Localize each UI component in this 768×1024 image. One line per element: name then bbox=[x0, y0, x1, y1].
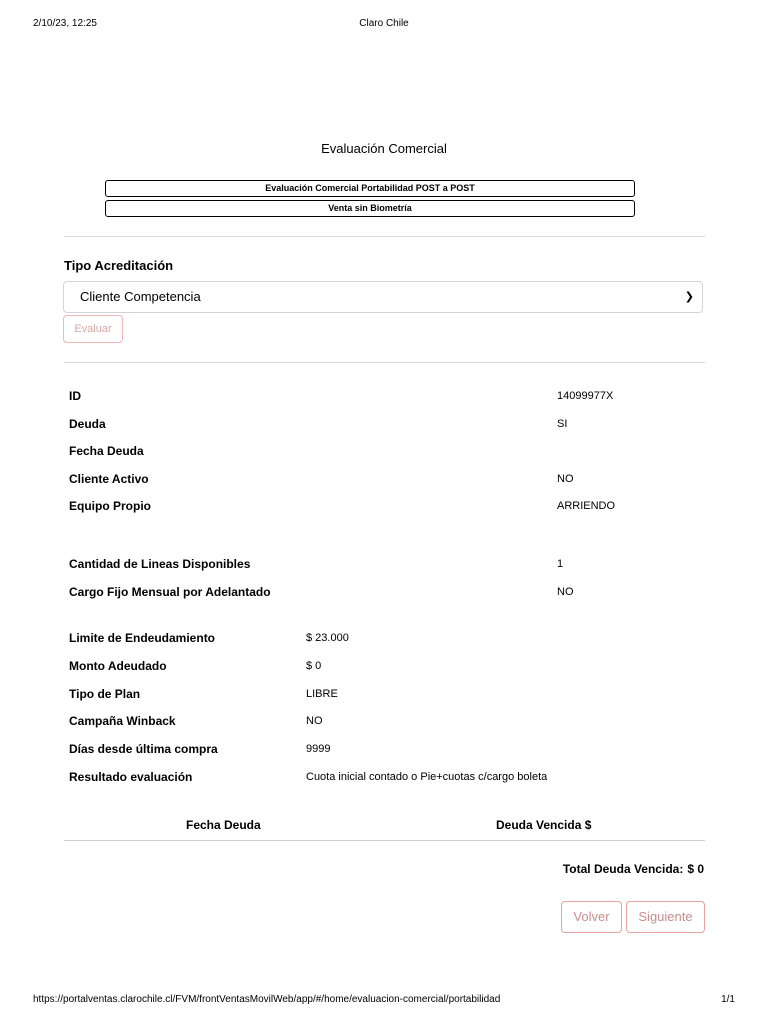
print-page-count: 1/1 bbox=[721, 994, 735, 1005]
detail-label-tipo-plan: Tipo de Plan bbox=[69, 687, 141, 701]
evaluar-button[interactable]: Evaluar bbox=[63, 315, 123, 343]
detail-label-cargo-fijo: Cargo Fijo Mensual por Adelantado bbox=[69, 585, 271, 599]
detail-label-resultado-evaluacion: Resultado evaluación bbox=[69, 770, 193, 784]
detail-value-lineas-disponibles: 1 bbox=[557, 558, 564, 570]
detail-label-equipo-propio: Equipo Propio bbox=[69, 499, 151, 513]
table-header-deuda-vencida: Deuda Vencida $ bbox=[496, 818, 592, 832]
total-deuda-vencida bbox=[563, 862, 704, 876]
volver-button[interactable]: Volver bbox=[561, 901, 622, 933]
tipo-acreditacion-selected: Cliente Competencia bbox=[80, 289, 201, 304]
detail-value-equipo-propio: ARRIENDO bbox=[557, 500, 616, 512]
divider bbox=[64, 362, 705, 363]
detail-value-cliente-activo: NO bbox=[557, 473, 574, 485]
detail-label-id: ID bbox=[69, 389, 81, 403]
table-header-fecha-deuda: Fecha Deuda bbox=[186, 818, 261, 832]
detail-value-cargo-fijo: NO bbox=[557, 586, 574, 598]
detail-value-dias-ultima-compra: 9999 bbox=[306, 743, 331, 755]
siguiente-button[interactable]: Siguiente bbox=[626, 901, 705, 933]
chevron-down-icon: ❯ bbox=[684, 291, 694, 303]
detail-label-lineas-disponibles: Cantidad de Lineas Disponibles bbox=[69, 557, 251, 571]
total-value: $ 0 bbox=[687, 862, 704, 876]
print-date: 2/10/23, 12:25 bbox=[33, 18, 97, 29]
detail-label-monto-adeudado: Monto Adeudado bbox=[69, 659, 167, 673]
detail-label-limite-endeudamiento: Limite de Endeudamiento bbox=[69, 631, 216, 645]
detail-value-deuda: SI bbox=[557, 418, 568, 430]
detail-value-monto-adeudado: $ 0 bbox=[306, 660, 322, 672]
total-label: Total Deuda Vencida: bbox=[562, 862, 684, 876]
table-divider bbox=[64, 840, 705, 841]
print-title: Claro Chile bbox=[359, 18, 409, 29]
divider bbox=[64, 236, 705, 237]
detail-value-id: 14099977X bbox=[557, 390, 614, 402]
detail-label-dias-ultima-compra: Días desde última compra bbox=[69, 742, 218, 756]
detail-label-deuda: Deuda bbox=[69, 417, 106, 431]
detail-value-tipo-plan: LIBRE bbox=[306, 688, 338, 700]
page-title: Evaluación Comercial bbox=[321, 141, 447, 156]
tipo-acreditacion-label: Tipo Acreditación bbox=[64, 258, 174, 273]
tipo-acreditacion-select[interactable] bbox=[63, 281, 703, 313]
print-url: https://portalventas.clarochile.cl/FVM/frontVentasMovilWeb/app/#/home/evaluacion-comercial/portabilidad bbox=[33, 994, 501, 1005]
detail-value-limite-endeudamiento: $ 23.000 bbox=[306, 632, 349, 644]
detail-value-campana-winback: NO bbox=[306, 715, 323, 727]
sale-type-box: Venta sin Biometría bbox=[105, 200, 635, 217]
detail-label-cliente-activo: Cliente Activo bbox=[69, 472, 149, 486]
detail-label-campana-winback: Campaña Winback bbox=[69, 714, 176, 728]
evaluation-type-box: Evaluación Comercial Portabilidad POST a POST bbox=[105, 180, 635, 197]
detail-label-fecha-deuda: Fecha Deuda bbox=[69, 444, 144, 458]
detail-value-resultado-evaluacion: Cuota inicial contado o Pie+cuotas c/cargo boleta bbox=[306, 771, 548, 783]
